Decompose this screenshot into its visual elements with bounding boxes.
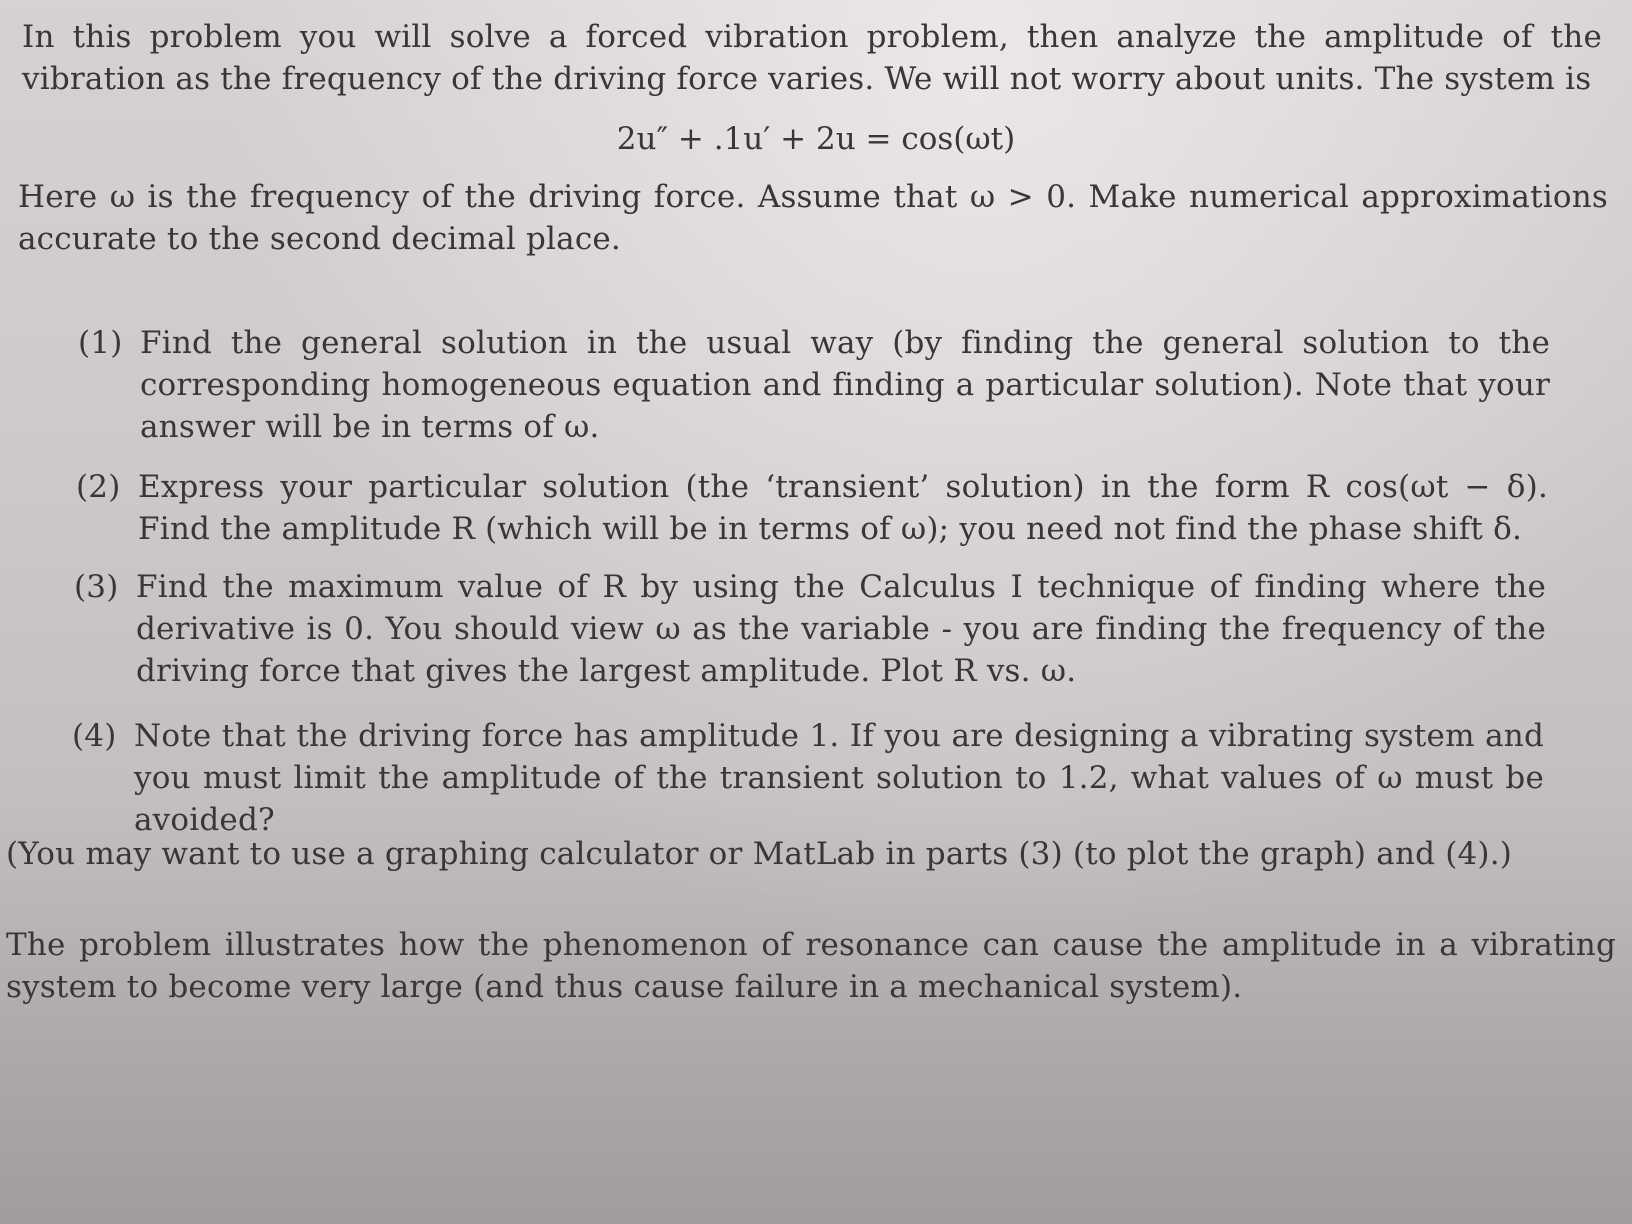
item-text: Find the maximum value of R by using the Calculus I technique of finding where the derivative is 0. You should view ω as the variable - you are finding the frequency of the driving force that gives the largest amplitude. Plot R vs. ω. bbox=[136, 569, 1546, 689]
problem-item-3 bbox=[74, 566, 1554, 696]
item-number: (3) bbox=[74, 569, 119, 605]
item-text: Note that the driving force has amplitude 1. If you are designing a vibrating system and you must limit the amplitude of the transient solution to 1.2, what values of ω must be avoided? bbox=[134, 718, 1544, 838]
differential-equation: 2u″ + .1u′ + 2u = cos(ωt) bbox=[616, 121, 1016, 157]
intro-paragraph: In this problem you will solve a forced vibration problem, then analyze the amplitude of the vibration as the frequency of the driving force varies. We will not worry about units. The system is bbox=[22, 19, 1602, 97]
problem-item-1 bbox=[78, 322, 1558, 452]
item-number: (4) bbox=[72, 718, 117, 754]
problem-item-4 bbox=[72, 715, 1552, 838]
item-text: Find the general solution in the usual way (by finding the general solution to the corresponding homogeneous equation and finding a particular solution). Note that your answer will be in terms of ω. bbox=[140, 325, 1550, 445]
item-number: (2) bbox=[76, 469, 121, 505]
item-number: (1) bbox=[78, 325, 123, 361]
item-text: Express your particular solution (the ‘transient’ solution) in the form R cos(ωt − δ). Find the amplitude R (which will be in terms of ω); you need not find the phase shift δ. bbox=[138, 469, 1548, 547]
tool-note: (You may want to use a graphing calculator or MatLab in parts (3) (to plot the graph) and (4).) bbox=[6, 836, 1513, 872]
problem-item-2 bbox=[76, 466, 1556, 556]
assumptions-paragraph: Here ω is the frequency of the driving force. Assume that ω > 0. Make numerical approximations accurate to the second decimal place. bbox=[18, 179, 1608, 257]
closing-paragraph: The problem illustrates how the phenomenon of resonance can cause the amplitude in a vibrating system to become very large (and thus cause failure in a mechanical system). bbox=[6, 927, 1616, 1005]
